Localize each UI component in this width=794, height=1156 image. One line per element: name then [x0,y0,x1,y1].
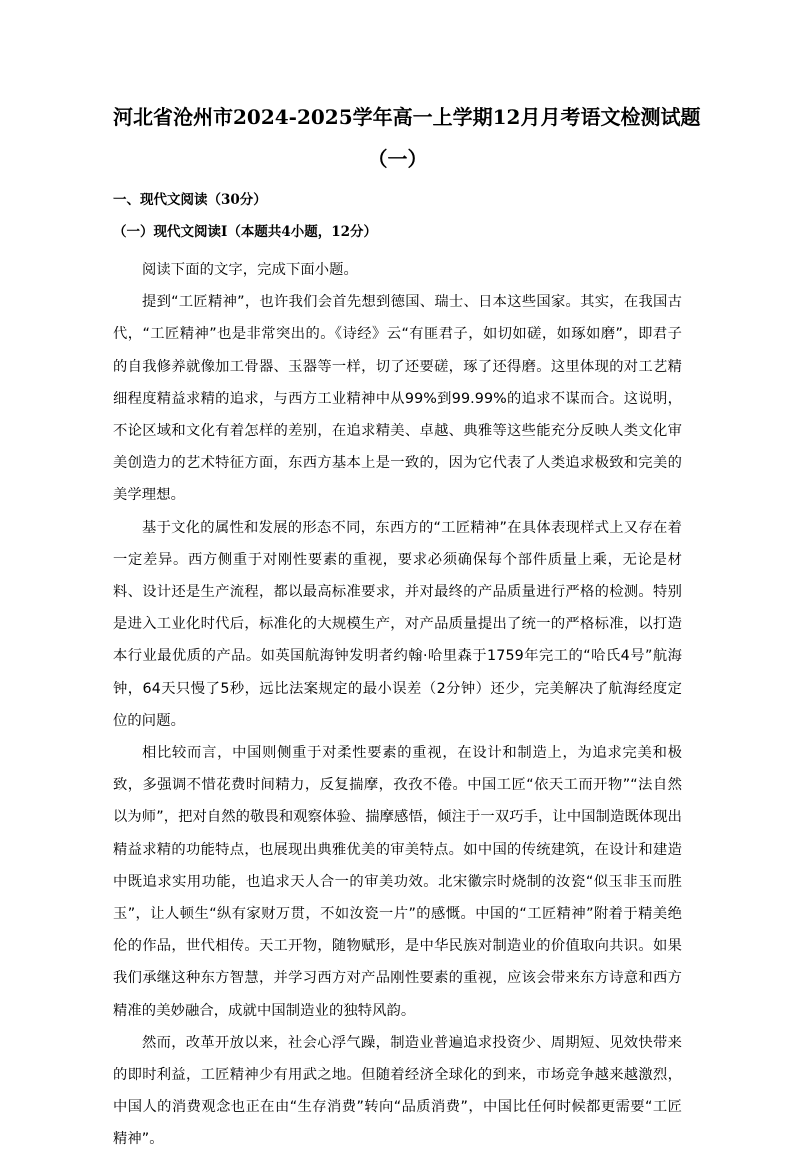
subsection-heading-reading-one: （一）现代文阅读Ⅰ（本题共4小题，12分） [113,224,377,240]
document-title: 河北省沧州市2024-2025学年高一上学期12月月考语文检测试题 [113,105,701,129]
instruction-paragraph: 阅读下面的文字，完成下面小题。 [142,262,358,278]
document-subtitle: （一） [367,147,428,171]
body-paragraph: 相比较而言，中国则侧重于对柔性要素的重视，在设计和制造上，为追求完美和极致，多强调不惜花费时间精力，反复揣摩，孜孜不倦。中国工匠“依天工而开物”“法自然以为师”，把对自然的敬畏和观察体验、揣摩感悟，倾注于一双巧手，让中国制造既体现出精益求精的功能特点，也展现出典雅优美的审美特点。如中国的传统建筑，在设计和建造中既追求实用功能，也追求天人合一的审美功效。北宋徽宗时烧制的汝瓷“似玉非玉而胜玉”，让人顿生“纵有家财万贯，不如汝瓷一片”的感慨。中国的“工匠精神”附着于精美绝伦的作品，世代相传。天工开物，随物赋形，是中华民族对制造业的价值取向共识。如果我们承继这种东方智慧，并学习西方对产品刚性要素的重视，应该会带来东方诗意和西方精准的美妙融合，成就中国制造业的独特风韵。 [113,745,682,1019]
body-paragraph: 提到“工匠精神”，也许我们会首先想到德国、瑞士、日本这些国家。其实，在我国古代，“工匠精神”也是非常突出的。《诗经》云“有匪君子，如切如磋，如琢如磨”，即君子的自我修养就像加工骨器、玉器等一样，切了还要磋，琢了还得磨。这里体现的对工艺精细程度精益求精的追求，与西方工业精神中从99%到99.99%的追求不谋而合。这说明，不论区域和文化有着怎样的差别，在追求精美、卓越、典雅等这些能充分反映人类文化审美创造力的艺术特征方面，东西方基本上是一致的，因为它代表了人类追求极致和完美的美学理想。 [113,294,682,504]
body-paragraph: 基于文化的属性和发展的形态不同，东西方的“工匠精神”在具体表现样式上又存在着一定差异。西方侧重于对刚性要素的重视，要求必须确保每个部件质量上乘，无论是材料、设计还是生产流程，都以最高标准要求，并对最终的产品质量进行严格的检测。特别是进入工业化时代后，标准化的大规模生产，对产品质量提出了统一的严格标准，以打造本行业最优质的产品。如英国航海钟发明者约翰·哈里森于1759年完工的“哈氏4号”航海钟，64天只慢了5秒，远比法案规定的最小误差（2分钟）还少，完美解决了航海经度定位的问题。 [113,519,682,729]
section-heading-modern-reading: 一、现代文阅读（30分） [113,192,267,208]
body-paragraph: 然而，改革开放以来，社会心浮气躁，制造业普遍追求投资少、周期短、见效快带来的即时利益，工匠精神少有用武之地。但随着经济全球化的到来，市场竞争越来越激烈，中国人的消费观念也正在由“生存消费”转向“品质消费”，中国比任何时候都更需要“工匠精神”。 [113,1034,682,1148]
